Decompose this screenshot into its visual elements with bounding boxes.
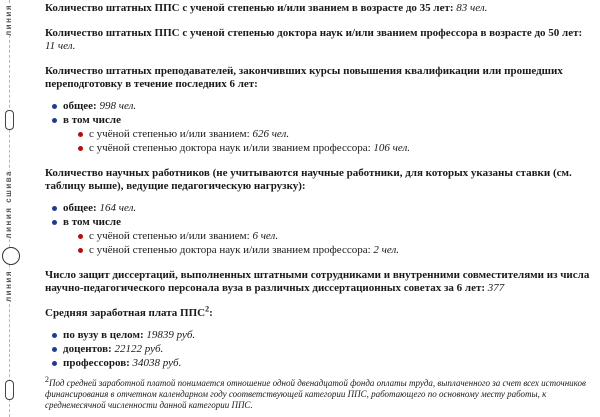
list-item [63, 343, 590, 356]
list-item [63, 357, 590, 370]
researchers-sublist [63, 230, 590, 257]
item-label: в том числе [63, 216, 121, 228]
item-label: с учёной степенью и/или званием: [89, 230, 250, 242]
footnote [45, 375, 590, 411]
item-value: 106 чел. [373, 142, 411, 154]
item-label: общее: [63, 100, 97, 112]
researchers-list [45, 202, 590, 257]
stat-label: Количество научных работников (не учитываются научные работники, для которых указаны ставки (см. таблицу выше), ведущие педагогическую нагрузку): [45, 167, 572, 192]
binding-ring [2, 247, 20, 265]
list-item [63, 329, 590, 342]
binding-label-bottom: линия [4, 270, 13, 302]
footnote-ref[interactable]: 2 [205, 304, 210, 314]
item-label: общее: [63, 202, 97, 214]
salary-stat [45, 304, 590, 370]
stat-label: Количество штатных ППС с ученой степенью доктора наук и/или званием профессора в возрасте до 50 лет: [45, 27, 583, 39]
item-label: с учёной степенью доктора наук и/или званием профессора: [89, 142, 371, 154]
salary-list [45, 329, 590, 370]
footnote-mark: 2 [45, 375, 49, 384]
item-label: с учёной степенью доктора наук и/или званием профессора: [89, 244, 371, 256]
report-content [45, 2, 590, 411]
item-label: с учёной степенью и/или званием: [89, 128, 250, 140]
stat-value: 11 чел. [45, 40, 76, 52]
item-value: 2 чел. [373, 244, 400, 256]
binding-label-mid: линия сшива [4, 170, 13, 239]
salary-label: Средняя заработная плата ППС [45, 307, 206, 319]
item-value: 998 чел. [99, 100, 137, 112]
item-label: профессоров: [63, 357, 130, 369]
training-sublist [63, 128, 590, 155]
stat-value: 377 [487, 282, 505, 294]
item-value: 22122 руб. [114, 343, 164, 355]
item-label: в том числе [63, 114, 121, 126]
item-value: 19839 руб. [146, 329, 196, 341]
item-label: по вузу в целом: [63, 329, 144, 341]
dissertations-stat [45, 269, 590, 295]
item-label: доцентов: [63, 343, 112, 355]
training-list [45, 100, 590, 155]
footnote-text: Под средней заработной платой понимается отношение одной двенадцатой фонда оплаты труда, выплаченного за счет всех источников финансирования в отчетном календарном году соответствующей категории ППС, работающего по основному месту работы, к среднемесячной численности данной категории ППС. [45, 378, 586, 410]
researchers-stat [45, 167, 590, 257]
list-item [63, 100, 590, 113]
training-stat [45, 65, 590, 155]
item-value: 34038 руб. [132, 357, 182, 369]
list-item [89, 142, 590, 155]
list-item [63, 114, 590, 155]
binding-hole [5, 380, 14, 400]
young-staff-stat [45, 2, 590, 15]
item-value: 164 чел. [99, 202, 137, 214]
stat-value: 83 чел. [456, 2, 488, 14]
doctors-stat [45, 27, 590, 53]
stat-label: Число защит диссертаций, выполненных штатными сотрудниками и внутренними совместителями из числа научно-педагогического персонала вуза в различных диссертационных советах за 6 лет: [45, 269, 590, 294]
item-value: 6 чел. [252, 230, 279, 242]
binding-margin [0, 0, 20, 417]
list-item [63, 202, 590, 215]
stat-label: Количество штатных преподавателей, закончивших курсы повышения квалификации или прошедших переподготовку в течение последних 6 лет: [45, 65, 563, 90]
list-item [89, 230, 590, 243]
binding-label-top: линия [4, 4, 13, 36]
stat-label: Средняя заработная плата ППС$^2$: [45, 304, 213, 319]
list-item [89, 128, 590, 141]
stat-label: Количество штатных ППС с ученой степенью и/или званием в возрасте до 35 лет: [45, 2, 454, 14]
list-item [63, 216, 590, 257]
item-value: 626 чел. [252, 128, 290, 140]
binding-hole [5, 110, 14, 130]
list-item [89, 244, 590, 257]
